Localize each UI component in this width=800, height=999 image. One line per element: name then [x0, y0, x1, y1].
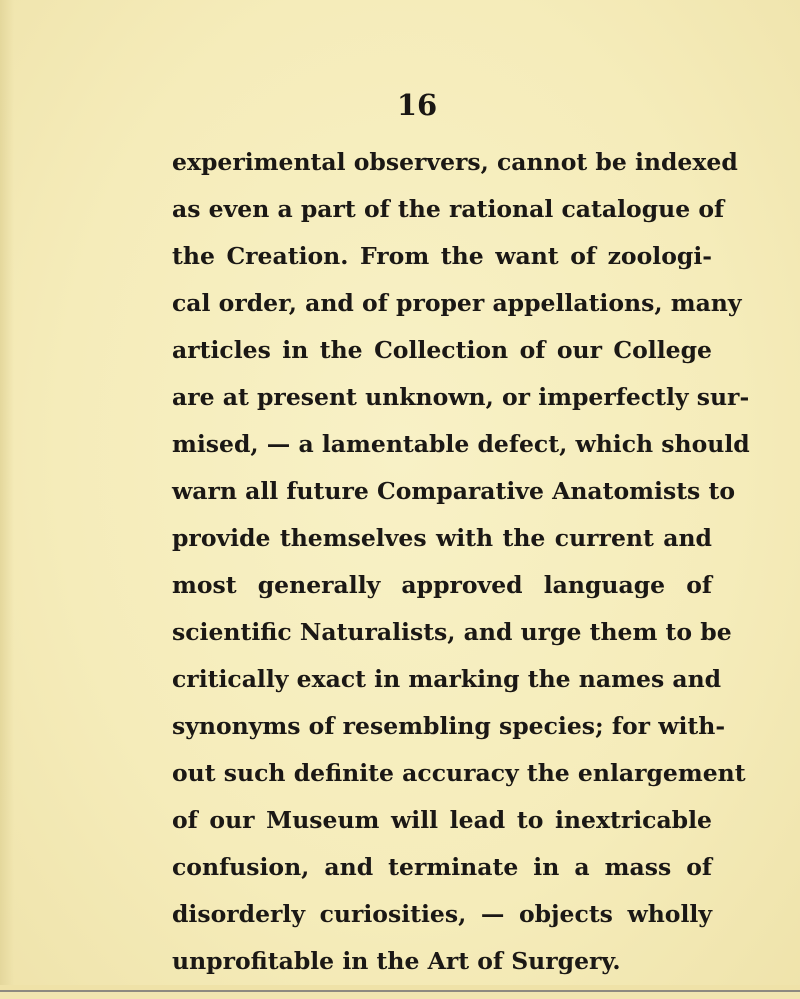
text-line: the Creation. From the want of zoologi-	[172, 242, 712, 270]
text-line: are at present unknown, or imperfectly sur-	[172, 383, 750, 411]
page-edge-shadow	[0, 0, 14, 999]
text-line: synonyms of resembling species; for with-	[172, 712, 726, 740]
text-line: disorderly curiosities, — objects wholly	[172, 900, 712, 928]
text-line: confusion, and terminate in a mass of	[172, 853, 712, 881]
text-line: provide themselves with the current and	[172, 524, 712, 552]
body-text	[172, 146, 750, 992]
text-line: out such definite accuracy the enlargement	[172, 759, 746, 787]
text-line: most generally approved language of	[172, 571, 712, 599]
text-line: as even a part of the rational catalogue of	[172, 195, 725, 223]
text-line: cal order, and of proper appellations, many	[172, 289, 742, 317]
text-line: warn all future Comparative Anatomists to	[172, 477, 735, 505]
page-number: 16	[396, 88, 438, 122]
text-line: mised, — a lamentable defect, which should	[172, 430, 750, 458]
text-line: of our Museum will lead to inextricable	[172, 806, 712, 834]
text-line: unprofitable in the Art of Surgery.	[172, 947, 621, 975]
page-bottom-edge	[0, 985, 800, 999]
text-line: scientific Naturalists, and urge them to be	[172, 618, 732, 646]
text-line: critically exact in marking the names and	[172, 665, 722, 693]
text-line: articles in the Collection of our College	[172, 336, 712, 364]
text-line: experimental observers, cannot be indexed	[172, 148, 738, 176]
